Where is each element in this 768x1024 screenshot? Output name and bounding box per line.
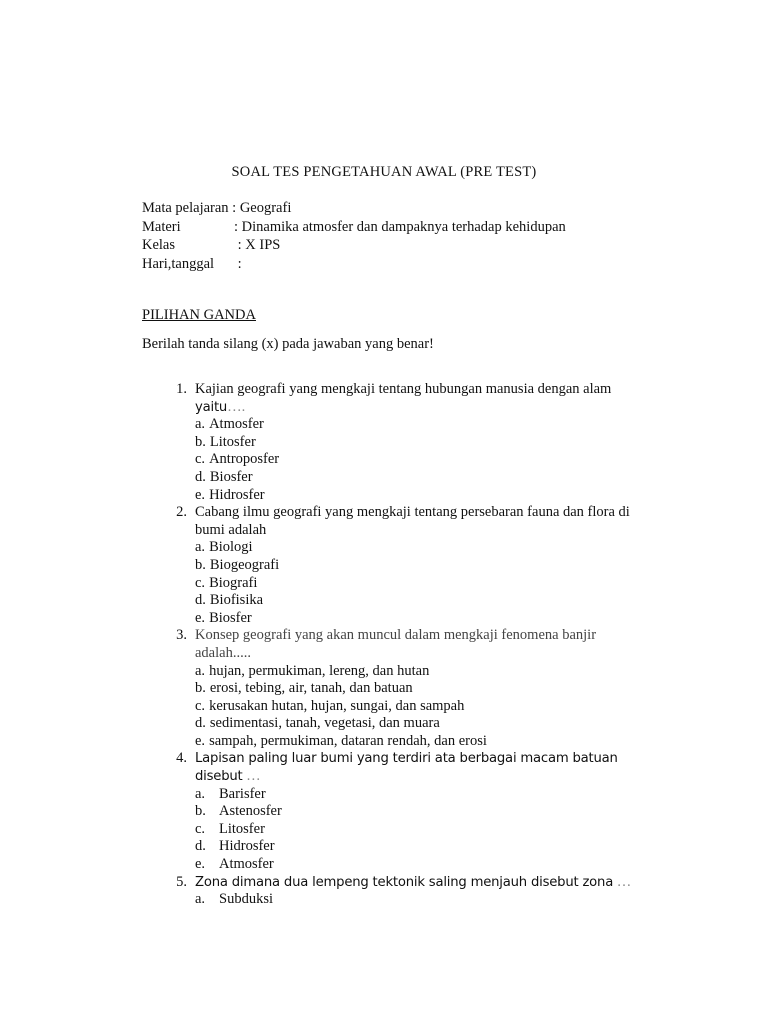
question-text: Zona dimana dua lempeng tektonik saling menjauh disebut zona [195,874,614,890]
meta-row-subject [142,199,566,218]
option-d[interactable] [195,838,662,856]
option-letter: e. [195,609,206,626]
question-2 [142,504,662,627]
option-text: Atmosfer [209,416,264,433]
option-letter: d. [195,715,206,732]
option-list [195,663,662,751]
meta-label: Hari,tanggal [142,255,215,272]
instruction-text: Berilah tanda silang (x) pada jawaban yang benar! [142,336,434,352]
option-d[interactable] [195,469,662,487]
question-text: Lapisan paling luar bumi yang terdiri ata berbagai macam batuan disebut [195,751,618,785]
meta-value: : [234,255,242,272]
option-text: Litosfer [209,433,256,450]
option-text: Astenosfer [219,803,282,820]
option-list [195,539,662,627]
option-text: Biologi [209,539,253,556]
option-b[interactable] [195,557,662,575]
page-title: SOAL TES PENGETAHUAN AWAL (PRE TEST) [231,164,537,180]
option-d[interactable] [195,592,662,610]
option-c[interactable] [195,698,662,716]
question-body [187,874,662,909]
question-body [187,504,662,627]
option-c[interactable] [195,575,662,593]
option-text: sedimentasi, tanah, vegetasi, dan muara [209,715,440,732]
option-letter: c. [195,820,206,837]
question-number: 3. [176,627,187,644]
question-5 [142,874,662,909]
option-list [195,416,662,504]
option-list [195,786,662,874]
exam-info [142,199,566,273]
option-letter: c. [195,451,206,468]
question-4 [142,750,662,873]
option-a[interactable] [195,891,662,909]
question-number: 2. [176,504,187,521]
meta-row-material [142,218,566,237]
option-text: Barisfer [219,785,266,802]
option-letter: a. [195,785,206,802]
option-letter: e. [195,856,206,873]
option-letter: b. [195,556,206,573]
option-text: erosi, tebing, air, tanah, dan batuan [209,680,413,697]
option-text: sampah, permukiman, dataran rendah, dan erosi [209,732,487,749]
question-text: Kajian geografi yang mengkaji tentang hubungan manusia dengan alam [195,381,612,397]
question-text-cont [195,399,662,417]
option-b[interactable] [195,680,662,698]
question-text-line2: bumi adalah [195,521,267,538]
option-a[interactable] [195,416,662,434]
question-number: 1. [176,381,187,397]
option-letter: c. [195,574,206,591]
option-e[interactable] [195,733,662,751]
option-text: Biosfer [209,609,252,626]
option-text: Biografi [209,574,258,591]
meta-value: : Geografi [232,200,292,216]
question-text-line2: adalah..... [195,644,251,661]
option-letter: a. [195,539,206,556]
option-letter: b. [195,680,206,697]
meta-label: Mata pelajaran [142,200,233,216]
option-letter: a. [195,416,206,433]
question-body [187,381,662,504]
option-text: Biosfer [209,468,253,485]
ellipsis: … [616,873,632,890]
question-3 [142,627,662,750]
option-letter: a. [195,891,206,908]
ellipsis: … [246,768,261,785]
question-text: Konsep geografi yang akan muncul dalam mengkaji fenomena banjir [195,627,597,644]
option-text: Subduksi [219,891,273,908]
ellipsis: …. [227,398,246,415]
option-text: Atmosfer [219,856,274,873]
option-text: Litosfer [219,820,265,837]
option-text: Antroposfer [209,451,280,468]
question-text-wrap [195,874,662,892]
meta-row-class [142,236,566,255]
option-letter: c. [195,697,206,714]
option-c[interactable] [195,451,662,469]
option-text: Biofisika [209,592,264,609]
question-body [187,627,662,750]
option-letter: e. [195,486,206,503]
question-body [187,750,662,873]
question-number: 4. [176,750,187,767]
option-e[interactable] [195,610,662,628]
option-text: Biogeografi [209,556,280,573]
meta-label: Materi [142,218,181,235]
option-a[interactable] [195,539,662,557]
question-list [142,381,662,909]
option-letter: e. [195,732,206,749]
option-letter: d. [195,592,206,609]
option-b[interactable] [195,803,662,821]
option-e[interactable] [195,856,662,874]
meta-value: : X IPS [234,237,281,253]
option-list [195,891,662,909]
option-letter: b. [195,433,206,450]
option-text: Hidrosfer [209,486,265,503]
option-letter: d. [195,838,206,855]
option-d[interactable] [195,715,662,733]
option-text: Hidrosfer [219,838,275,855]
meta-label: Kelas [142,237,176,253]
option-text: kerusakan hutan, hujan, sungai, dan sampah [209,697,465,714]
option-c[interactable] [195,821,662,839]
question-text: Cabang ilmu geografi yang mengkaji tentang persebaran fauna dan flora di [195,504,630,521]
option-e[interactable] [195,487,662,505]
option-text: hujan, permukiman, lereng, dan hutan [209,662,430,679]
question-1 [142,381,662,504]
question-text-line2: yaitu [195,399,228,415]
option-a[interactable] [195,663,662,681]
option-letter: b. [195,803,206,820]
option-b[interactable] [195,434,662,452]
option-letter: a. [195,662,206,679]
meta-row-date [142,255,566,274]
question-text-wrap [195,750,662,785]
meta-value: : Dinamika atmosfer dan dampaknya terhadap kehidupan [234,218,566,235]
section-heading: PILIHAN GANDA [142,307,256,323]
option-letter: d. [195,468,206,485]
question-number: 5. [176,873,187,890]
option-a[interactable] [195,786,662,804]
